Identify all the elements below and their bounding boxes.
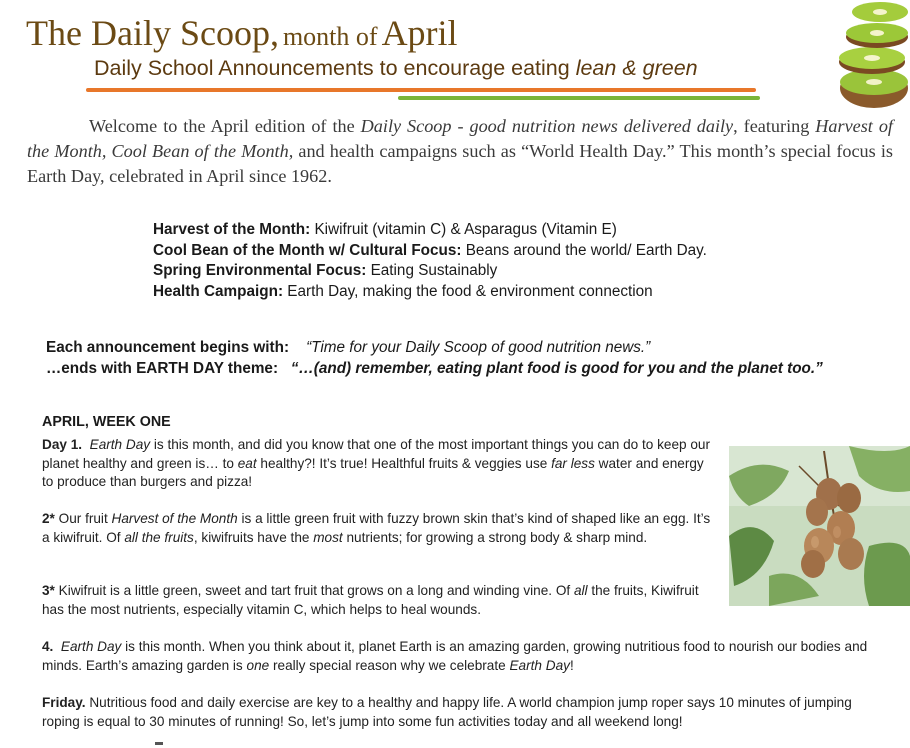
focus-item-cool-bean: Cool Bean of the Month w/ Cultural Focus: Beans around the world/ Earth Day. xyxy=(153,241,707,259)
orange-divider xyxy=(86,88,756,92)
friday-announcement: Friday. Nutritious food and daily exercise are key to a healthy and happy life. A world champion jump roper says 10 minutes of jumping roping is equal to 30 minutes of running! So, let’s jump into some fun activities today and all weekend long! xyxy=(42,695,852,729)
week-heading: APRIL, WEEK ONE xyxy=(42,414,171,430)
day-2-announcement: 2* Our fruit Harvest of the Month is a little green fruit with fuzzy brown skin that’s kind of shaped like an egg. It’s a kiwifruit. Of all the fruits, kiwifruits have the most nutrients; for growing a strong body & sharp mind. xyxy=(42,511,711,545)
monthly-focus-list xyxy=(153,220,707,302)
focus-item-health-campaign: Health Campaign: Earth Day, making the food & environment connection xyxy=(153,282,653,300)
sliced-kiwi-stack-icon xyxy=(822,0,910,110)
day-3-announcement: 3* Kiwifruit is a little green, sweet and tart fruit that grows on a long and winding vine. Of all the fruits, Kiwifruit has the most nutrients, especially vitamin C, which helps to heal wounds. xyxy=(42,583,699,617)
announcement-format xyxy=(46,338,823,379)
green-divider xyxy=(398,96,760,100)
announcement-begins: Each announcement begins with: “Time for your Daily Scoop of good nutrition news.” xyxy=(46,339,651,356)
announcement-ends: …ends with EARTH DAY theme: “…(and) remember, eating plant food is good for you and the planet too.” xyxy=(46,359,823,377)
kiwi-vine-photo xyxy=(729,446,910,606)
focus-item-harvest: Harvest of the Month: Kiwifruit (vitamin C) & Asparagus (Vitamin E) xyxy=(153,221,617,238)
page-subtitle: Daily School Announcements to encourage eating lean & green xyxy=(94,56,698,80)
day-4-announcement: 4. Earth Day is this month. When you think about it, planet Earth is an amazing garden, growing nutritious food to nourish our bodies and minds. Earth’s amazing garden is one really special reason why we celebrate Earth Day! xyxy=(42,639,868,673)
day-1-announcement: Day 1. Earth Day is this month, and did you know that one of the most important things you can do to keep our planet healthy and green is… to eat healthy?! It’s true! Healthful fruits & veggies use far less water and energy to produce than burgers and pizza! xyxy=(42,437,711,490)
page-overflow-mark xyxy=(155,742,163,745)
intro-paragraph: Welcome to the April edition of the Daily Scoop - good nutrition news delivered daily, featuring Harvest of the Month, Cool Bean of the Month, and health campaigns such as “World Health Day.” This month’s special focus is Earth Day, celebrated in April since 1962. xyxy=(27,116,893,186)
focus-item-environmental: Spring Environmental Focus: Eating Sustainably xyxy=(153,262,498,279)
page-title: The Daily Scoop, month of April xyxy=(26,13,458,53)
